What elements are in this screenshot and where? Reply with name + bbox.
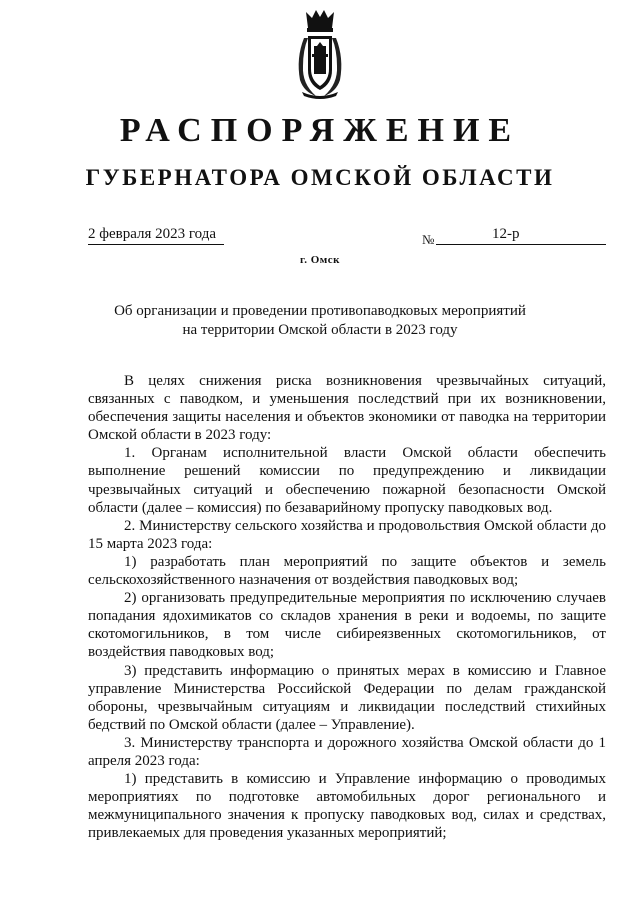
omsk-coat-of-arms-emblem bbox=[294, 8, 346, 100]
paragraph-item-2-1: 1) разработать план мероприятий по защите объектов и земель сельскохозяйственного назначения от воздействия паводковых вод; bbox=[88, 553, 606, 589]
paragraph-item-3-1: 1) представить в комиссию и Управление информацию о проводимых мероприятиях по подготовке автомобильных дорог регионального и межмуниципального значения к пропуску паводковых вод, силах и средствах, привлекаемых для проведения указанных мероприятий; bbox=[88, 771, 606, 842]
document-subtitle: ГУБЕРНАТОРА ОМСКОЙ ОБЛАСТИ bbox=[85, 165, 555, 190]
document-body bbox=[88, 372, 606, 842]
paragraph-item-1: 1. Органам исполнительной власти Омской области обеспечить выполнение решений комиссии по предупреждению и ликвидации чрезвычайных ситуаций и обеспечению пожарной безопасности Омской области (далее – комиссия) по безаварийному пропуску паводковых вод. bbox=[88, 445, 606, 516]
paragraph-item-2-2: 2) организовать предупредительные мероприятия по исключению случаев попадания ядохимикатов со складов хранения в реки и водоемы, по защите скотомогильников, в том числе сибиреязвенных скотомогильников, от воздействия паводковых вод; bbox=[88, 590, 606, 661]
subject-line: Об организации и проведении противопаводковых мероприятий bbox=[114, 303, 526, 319]
number-label: № bbox=[422, 232, 435, 247]
document-date: 2 февраля 2023 года bbox=[88, 226, 224, 245]
document-subject bbox=[80, 302, 560, 340]
paragraph-item-3: 3. Министерству транспорта и дорожного хозяйства Омской области до 1 апреля 2023 года: bbox=[88, 734, 606, 769]
document-title: РАСПОРЯЖЕНИЕ bbox=[119, 112, 521, 149]
paragraph-item-2: 2. Министерству сельского хозяйства и продовольствия Омской области до 15 марта 2023 года: bbox=[88, 517, 606, 552]
paragraph-item-2-3: 3) представить информацию о принятых мерах в комиссию и Главное управление Министерства Российской Федерации по делам гражданской обороны, чрезвычайным ситуациям и ликвидации последствий стихийных бедствий по Омской области (далее – Управление). bbox=[88, 662, 606, 733]
document-number-field bbox=[436, 226, 606, 245]
document-city: г. Омск bbox=[299, 254, 341, 266]
paragraph-preamble: В целях снижения риска возникновения чрезвычайных ситуаций, связанных с паводком, и уменьшения последствий при их возникновении, обеспечения защиты населения и объектов экономики от паводка на территории Омской области в 2023 году: bbox=[88, 373, 606, 444]
document-number: 12-р bbox=[492, 226, 520, 242]
subject-line: на территории Омской области в 2023 году bbox=[182, 322, 458, 338]
